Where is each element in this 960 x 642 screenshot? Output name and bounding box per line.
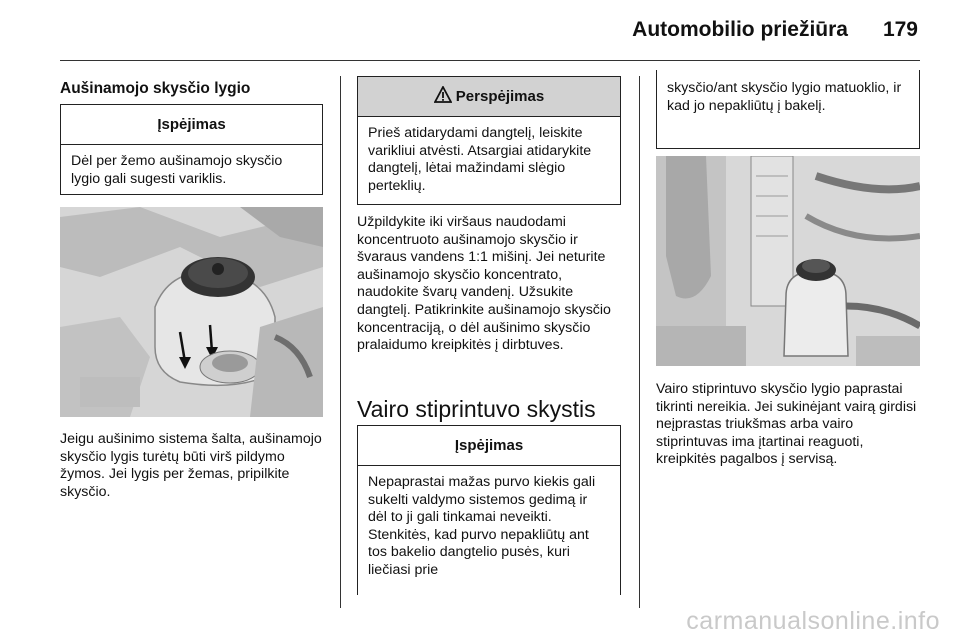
- warning-triangle-icon: [434, 86, 452, 103]
- section-heading-power-steering: Vairo stiprintuvo skystis: [357, 396, 596, 422]
- column-divider-1: [340, 76, 341, 608]
- section-subheading-coolant-level: Aušinamojo skysčio lygio: [60, 80, 251, 97]
- coolant-fill-paragraph: Užpildykite iki viršaus naudodami koncentruoto aušinamojo skysčio ir švaraus vandens 1:1 mišinį. Jei neturite aušinamojo skysčio koncentrato, naudokite švarų vandenį. Užsukite dangtelį. Patikrinkite aušinamojo skysčio koncentraciją, o dėl aušinimo skysčio pralaidumo kreipkitės į dirbtuves.: [357, 214, 611, 354]
- notice-box-power-steering: [357, 425, 621, 595]
- warning-title-row: [358, 77, 620, 117]
- watermark: carmanualsonline.info: [686, 607, 940, 635]
- coolant-level-paragraph: Jeigu aušinimo sistema šalta, aušinamojo skysčio lygis turėtų būti virš pildymo žymos. Jei lygis per žemas, pripilkite skysčio.: [60, 431, 322, 500]
- header-divider: [60, 60, 920, 61]
- notice-title: Įspėjimas: [61, 105, 322, 145]
- notice-title: Įspėjimas: [358, 426, 620, 466]
- notice-text: Nepaprastai mažas purvo kiekis gali sukelti valdymo sistemos gedimą ir dėl to ji gali tinkamai neveikti. Stenkitės, kad purvo nepakliūtų ant tos bakelio dangtelio pusės, kuri liečiasi prie: [368, 474, 596, 578]
- page-number: 179: [882, 18, 918, 41]
- column-divider-2: [639, 76, 640, 608]
- coolant-reservoir-illustration: [60, 207, 323, 417]
- notice-continued-text: skysčio/ant skysčio lygio matuoklio, ir kad jo nepakliūtų į bakelį.: [667, 80, 902, 114]
- warning-title: Perspėjimas: [455, 88, 545, 105]
- warning-box-cap: [357, 76, 621, 205]
- coolant-reservoir-photo: [60, 207, 323, 417]
- notice-text: Dėl per žemo aušinamojo skysčio lygio gali sugesti variklis.: [71, 153, 283, 187]
- notice-box-coolant: [60, 104, 323, 195]
- power-steering-paragraph: Vairo stiprintuvo skysčio lygio paprastai tikrinti nereikia. Jei sukinėjant vairą girdisi neįprastas triukšmas arba vairo stiprintuvas ima įtartinai reaguoti, kreipkitės pagalbos į servisą.: [656, 381, 917, 468]
- warning-text: Prieš atidarydami dangtelį, leiskite varikliui atvėsti. Atsargiai atidarykite dangtelį, lėtai mažindami slėgio perteklių.: [368, 125, 592, 194]
- notice-box-continued: [656, 70, 920, 149]
- power-steering-reservoir-photo: [656, 156, 920, 366]
- power-steering-reservoir-illustration: [656, 156, 920, 366]
- page-header-title: Automobilio priežiūra: [632, 18, 848, 41]
